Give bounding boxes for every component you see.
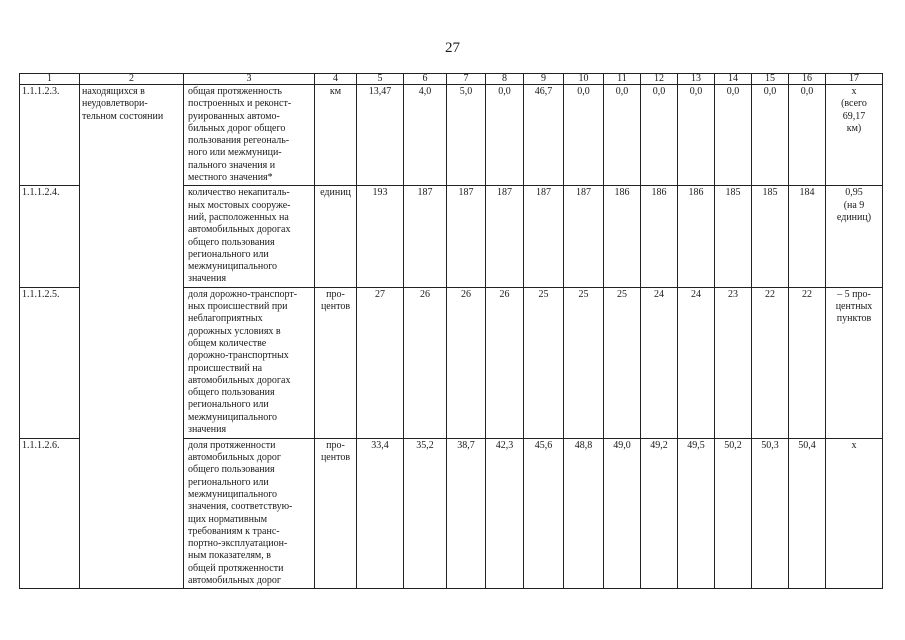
value-cell: 50,3 (752, 438, 789, 589)
unit-cell (315, 85, 357, 186)
page-number: 27 (445, 40, 460, 56)
header-cell: 6 (404, 74, 447, 85)
value-cell: 0,0 (604, 85, 641, 186)
unit-line: центов (320, 301, 351, 313)
row-code: 1.1.1.2.6. (20, 438, 80, 589)
total-line: 0,95 (845, 187, 863, 199)
indicator-line: бильных дорог общего (188, 122, 286, 134)
indicator-cell (184, 287, 315, 438)
total-line: 69,17 (842, 110, 866, 122)
table-row (20, 85, 883, 186)
indicator-line: регионального или (188, 248, 269, 260)
value-cell: 26 (404, 287, 447, 438)
indicator-line: межмуниципального (188, 488, 278, 500)
indicator-line: щих нормативным (188, 513, 268, 525)
value-cell: 186 (678, 186, 715, 287)
header-cell: 8 (486, 74, 524, 85)
header-cell: 15 (752, 74, 789, 85)
indicator-cell (184, 85, 315, 186)
header-cell: 14 (715, 74, 752, 85)
indicator-line: регионального или (188, 476, 269, 488)
value-cell: 0,0 (715, 85, 752, 186)
value-cell: 186 (604, 186, 641, 287)
indicator-line: ным показателям, в (188, 550, 271, 562)
indicator-cell (184, 438, 315, 589)
value-cell: 42,3 (486, 438, 524, 589)
value-cell: 0,0 (752, 85, 789, 186)
value-cell: 187 (447, 186, 486, 287)
value-cell: 5,0 (447, 85, 486, 186)
total-line: (на 9 (843, 199, 865, 211)
header-cell: 1 (20, 74, 80, 85)
header-cell: 9 (524, 74, 564, 85)
value-cell: 24 (678, 287, 715, 438)
indicator-line: портно-эксплуатацион- (188, 538, 288, 550)
indicator-line: руированных автомо- (188, 110, 280, 122)
indicator-line: построенных и реконст- (188, 98, 292, 110)
row-code: 1.1.1.2.4. (20, 186, 80, 287)
header-cell: 16 (789, 74, 826, 85)
indicator-line: дорожно-транспортных (188, 350, 289, 362)
value-cell: 4,0 (404, 85, 447, 186)
header-cell: 4 (315, 74, 357, 85)
value-cell: 46,7 (524, 85, 564, 186)
value-cell: 185 (752, 186, 789, 287)
unit-line: про- (326, 288, 345, 300)
value-cell: 193 (357, 186, 404, 287)
indicator-line: межмуниципального (188, 261, 278, 273)
indicator-line: требованиям к транс- (188, 525, 280, 537)
value-cell: 13,47 (357, 85, 404, 186)
value-cell: 38,7 (447, 438, 486, 589)
total-line: км) (846, 122, 862, 134)
unit-line: центов (320, 452, 351, 464)
value-cell: 25 (604, 287, 641, 438)
indicator-line: общего пользования (188, 464, 275, 476)
header-cell: 2 (80, 74, 184, 85)
indicator-line: количество некапиталь- (188, 187, 290, 199)
unit-line: единиц (320, 187, 351, 199)
total-line: единиц) (836, 211, 872, 223)
value-cell: 25 (524, 287, 564, 438)
indicator-cell (184, 186, 315, 287)
group-label-line: находящихся в (82, 86, 145, 97)
total-line: центных (835, 301, 873, 313)
value-cell: 45,6 (524, 438, 564, 589)
value-cell: 0,0 (564, 85, 604, 186)
total-line: (всего (841, 98, 867, 110)
indicator-line: регионального или (188, 399, 269, 411)
total-line: x (851, 439, 857, 451)
value-cell: 186 (641, 186, 678, 287)
header-cell: 10 (564, 74, 604, 85)
total-cell (826, 287, 883, 438)
indicator-line: значения (188, 273, 227, 285)
unit-cell (315, 287, 357, 438)
indicator-line: автомобильных дорог (188, 575, 282, 587)
value-cell: 49,2 (641, 438, 678, 589)
indicator-line: доля протяженности (188, 439, 276, 451)
indicator-line: общего пользования (188, 236, 275, 248)
indicator-line: местного значения* (188, 172, 273, 184)
total-cell (826, 438, 883, 589)
row-code: 1.1.1.2.5. (20, 287, 80, 438)
header-cell: 11 (604, 74, 641, 85)
value-cell: 48,8 (564, 438, 604, 589)
value-cell: 49,0 (604, 438, 641, 589)
group-label-line: тельном состоянии (82, 110, 164, 122)
header-cell: 3 (184, 74, 315, 85)
value-cell: 35,2 (404, 438, 447, 589)
header-cell: 13 (678, 74, 715, 85)
header-cell: 12 (641, 74, 678, 85)
indicator-line: автомобильных дорогах (188, 374, 291, 386)
indicator-line: пользования регеональ- (188, 135, 290, 147)
total-cell (826, 186, 883, 287)
indicator-line: общей протяженности (188, 562, 284, 574)
value-cell: 23 (715, 287, 752, 438)
indicator-line: межмуниципального (188, 411, 278, 423)
indicator-line: ний, расположенных на (188, 211, 289, 223)
value-cell: 22 (752, 287, 789, 438)
value-cell: 0,0 (486, 85, 524, 186)
value-cell: 26 (447, 287, 486, 438)
unit-line: км (329, 86, 342, 97)
total-line: – 5 про- (837, 288, 871, 300)
indicator-line: ных мостовых сооруже- (188, 199, 291, 211)
value-cell: 49,5 (678, 438, 715, 589)
indicator-line: общего пользования (188, 387, 275, 399)
value-cell: 185 (715, 186, 752, 287)
value-cell: 22 (789, 287, 826, 438)
value-cell: 50,4 (789, 438, 826, 589)
total-line: пунктов (836, 313, 872, 325)
value-cell: 184 (789, 186, 826, 287)
indicator-line: ных происшествий при (188, 301, 288, 313)
indicator-line: общая протяженность (188, 86, 282, 97)
header-cell: 5 (357, 74, 404, 85)
indicator-line: неблагоприятных (188, 313, 263, 325)
value-cell: 26 (486, 287, 524, 438)
value-cell: 33,4 (357, 438, 404, 589)
header-cell: 7 (447, 74, 486, 85)
header-cell: 17 (826, 74, 883, 85)
indicator-line: ного или межмуници- (188, 147, 282, 159)
value-cell: 187 (564, 186, 604, 287)
indicator-line: пального значения и (188, 159, 276, 171)
indicator-line: значения (188, 424, 227, 436)
indicator-line: происшествий на (188, 362, 263, 374)
total-cell (826, 85, 883, 186)
group-label-line: неудовлетвори- (82, 98, 148, 110)
unit-line: про- (326, 439, 345, 451)
indicator-line: общем количестве (188, 337, 267, 349)
value-cell: 27 (357, 287, 404, 438)
data-table (19, 73, 883, 589)
value-cell: 50,2 (715, 438, 752, 589)
value-cell: 25 (564, 287, 604, 438)
unit-cell (315, 438, 357, 589)
value-cell: 187 (404, 186, 447, 287)
value-cell: 24 (641, 287, 678, 438)
value-cell: 0,0 (678, 85, 715, 186)
indicator-line: автомобильных дорогах (188, 224, 291, 236)
indicator-line: доля дорожно-транспорт- (188, 288, 298, 300)
total-line: x (851, 86, 857, 97)
value-cell: 187 (524, 186, 564, 287)
header-row (20, 74, 883, 85)
row-code: 1.1.1.2.3. (20, 85, 80, 186)
value-cell: 0,0 (789, 85, 826, 186)
indicator-line: значения, соответствую- (188, 501, 293, 513)
group-label-cell (80, 85, 184, 589)
value-cell: 0,0 (641, 85, 678, 186)
unit-cell (315, 186, 357, 287)
indicator-line: автомобильных дорог (188, 452, 282, 464)
indicator-line: дорожных условиях в (188, 325, 281, 337)
value-cell: 187 (486, 186, 524, 287)
